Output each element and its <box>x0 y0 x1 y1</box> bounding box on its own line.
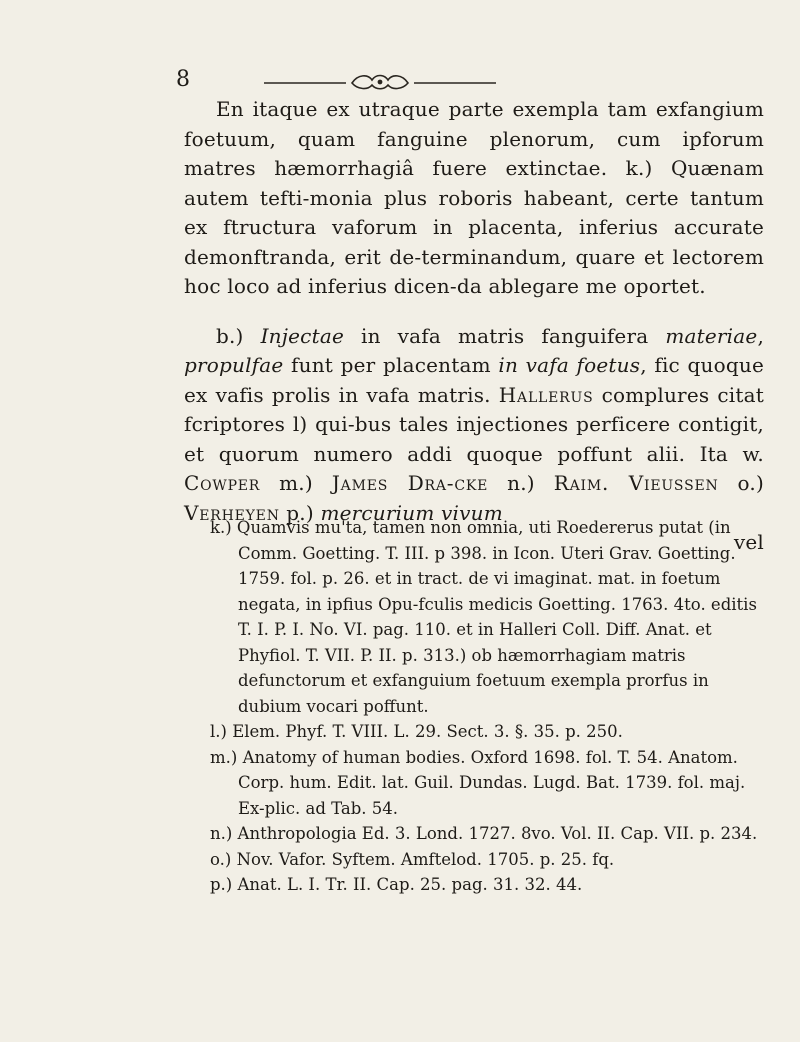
paragraph <box>184 322 764 529</box>
text-run: complures citat fcriptores l) qui-bus tales injectiones perficere contigit, et quorum numero addi quoque poffunt alii. Ita w. <box>184 382 764 466</box>
main-text <box>184 95 764 558</box>
text-run: Injectae <box>260 323 344 348</box>
text-run: , fic quoque ex vafis prolis in vafa matris. <box>184 353 764 407</box>
footnote: l.) Elem. Phyf. T. VIII. L. 29. Sect. 3. §. 35. p. 250. <box>210 722 623 741</box>
footnotes <box>210 515 766 898</box>
text-run: o.) <box>718 471 764 495</box>
text-run: in vafa foetus <box>498 353 641 377</box>
text-run: propulfae <box>184 353 284 377</box>
text-run: m.) <box>260 471 332 495</box>
text-run: p.) <box>279 500 321 525</box>
footnote: p.) Anat. L. I. Tr. II. Cap. 25. pag. 31. 32. 44. <box>210 875 583 894</box>
text-run: Verheyen <box>184 500 280 525</box>
text-run: Cowper <box>184 471 261 495</box>
text-run: n.) <box>488 471 554 495</box>
text-run: Raim. Vieussen <box>553 471 719 495</box>
text-run: funt per placentam <box>283 353 499 377</box>
footnote: n.) Anthropologia Ed. 3. Lond. 1727. 8vo. Vol. II. Cap. VII. p. 234. <box>210 824 758 843</box>
text-run: Hallerus <box>498 382 594 407</box>
footnote: k.) Quamvis mu'ta, tamen non omnia, uti Roedererus putat (in Comm. Goetting. T. III. p 398. in Icon. Uteri Grav. Goetting. 1759. fol. p. 26. et in tract. de vi imaginat. mat. in foetum negata, in ipfius Opu-fculis medicis Goetting. 1763. 4to. editis T. I. P. I. No. VI. pag. 110. et in Halleri Coll. Diff. Anat. et Phyfiol. T. VII. P. II. p. 313.) ob hæmorrhagiam matris defunctorum et exfanguium foetuum exempla prorfus in dubium vocari poffunt. <box>210 518 757 716</box>
paragraph: En itaque ex utraque parte exempla tam exfangium foetuum, quam fanguine plenorum, cum ipforum matres hæmorrhagiâ fuere extinctae. k.) Quænam autem tefti-monia plus roboris habeant, certe tantum ex ftructura vaforum in placenta, inferius accurate demonftranda, erit de-terminandum, quare et lectorem hoc loco ad inferius dicen-da ablegare me oportet. <box>184 97 764 298</box>
text-run: James Dra-cke <box>331 471 489 495</box>
page-number: 8 <box>176 67 190 92</box>
text-run: b.) <box>216 323 261 348</box>
text-run: mercurium vivum <box>320 500 503 525</box>
text-run: , <box>757 323 764 348</box>
footnote: m.) Anatomy of human bodies. Oxford 1698. fol. T. 54. Anatom. Corp. hum. Edit. lat. Guil. Dundas. Lugd. Bat. 1739. fol. maj. Ex-plic. ad Tab. 54. <box>210 747 746 818</box>
text-run: in vafa matris fanguifera <box>343 323 666 348</box>
header-ornament <box>260 70 500 92</box>
footnote: o.) Nov. Vafor. Syftem. Amftelod. 1705. p. 25. fq. <box>210 849 615 869</box>
catchword: vel <box>733 530 764 554</box>
text-run: materiae <box>665 323 758 348</box>
